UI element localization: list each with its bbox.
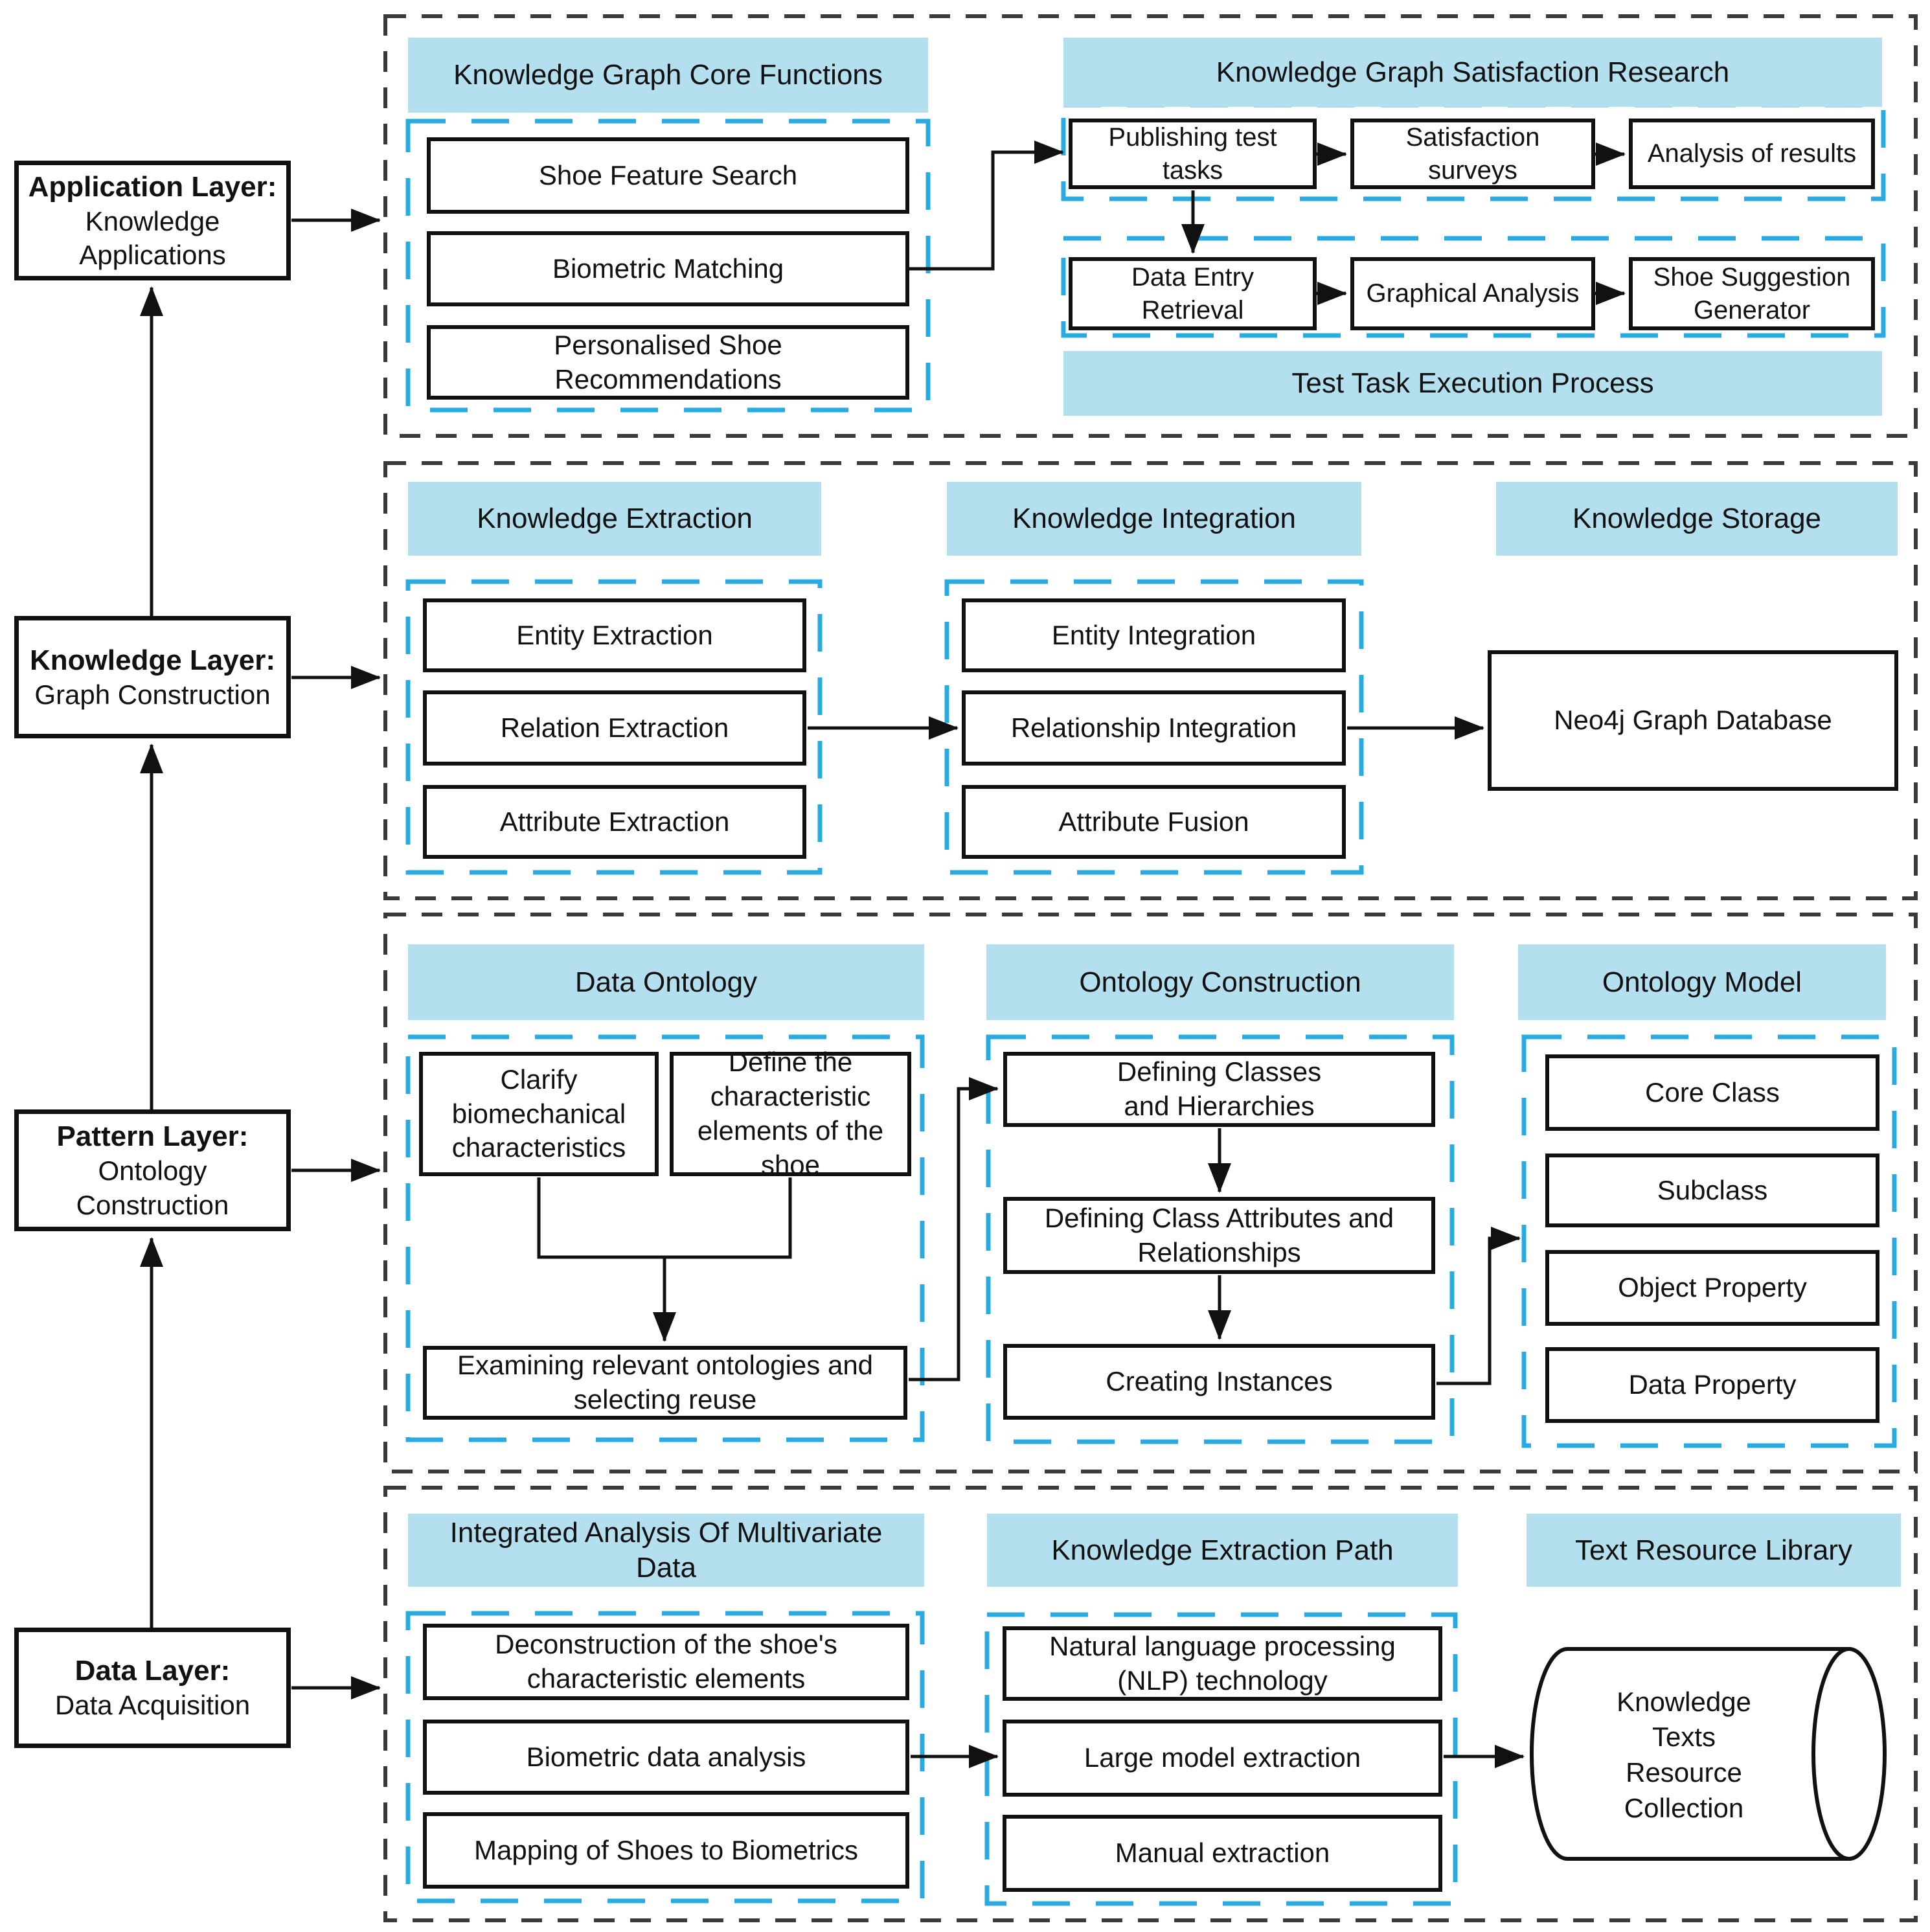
box-shoe-suggestion-generator: Shoe Suggestion Generator xyxy=(1629,257,1875,330)
data-layer-box xyxy=(14,1628,291,1748)
box-creating-instances: Creating Instances xyxy=(1003,1344,1435,1420)
header-ontology-model: Ontology Model xyxy=(1518,944,1886,1020)
header-knowledge-extraction: Knowledge Extraction xyxy=(408,482,821,556)
box-relation-extraction: Relation Extraction xyxy=(423,690,806,766)
header-data-ontology: Data Ontology xyxy=(408,944,924,1020)
box-mapping-shoes-biometrics: Mapping of Shoes to Biometrics xyxy=(423,1812,909,1889)
box-define-characteristic-elements: Define the characteristic elements of the shoe xyxy=(670,1052,911,1176)
header-knowledge-extraction-path: Knowledge Extraction Path xyxy=(987,1514,1458,1587)
box-publishing-test-tasks: Publishing test tasks xyxy=(1069,119,1317,189)
layer-subtitle: Graph Construction xyxy=(34,679,271,710)
header-ontology-construction: Ontology Construction xyxy=(986,944,1454,1020)
application-layer-box xyxy=(14,161,291,280)
box-clarify-biomechanical: Clarify biomechanical characteristics xyxy=(419,1052,659,1176)
cylinder-label: Knowledge Texts Resource Collection xyxy=(1617,1686,1751,1823)
box-shoe-feature-search: Shoe Feature Search xyxy=(427,137,909,214)
header-kg-core-functions: Knowledge Graph Core Functions xyxy=(408,38,928,113)
layer-title: Knowledge Layer: xyxy=(30,644,275,676)
box-defining-class-attributes: Defining Class Attributes and Relationships xyxy=(1003,1197,1435,1274)
layer-subtitle: Data Acquisition xyxy=(54,1690,251,1721)
box-analysis-of-results: Analysis of results xyxy=(1629,119,1875,189)
box-nlp-technology: Natural language processing (NLP) technology xyxy=(1003,1626,1442,1701)
box-core-class: Core Class xyxy=(1545,1054,1879,1131)
box-biometric-matching: Biometric Matching xyxy=(427,231,909,306)
box-attribute-fusion: Attribute Fusion xyxy=(962,785,1346,859)
box-entity-integration: Entity Integration xyxy=(962,598,1346,672)
layer-title: Pattern Layer: xyxy=(56,1120,249,1152)
header-knowledge-integration: Knowledge Integration xyxy=(947,482,1361,556)
knowledge-layer-box xyxy=(14,616,291,738)
pattern-layer-box xyxy=(14,1109,291,1231)
box-subclass: Subclass xyxy=(1545,1154,1879,1227)
layer-subtitle: Knowledge Applications xyxy=(79,205,226,270)
box-data-property: Data Property xyxy=(1545,1347,1879,1423)
header-test-task-execution: Test Task Execution Process xyxy=(1063,351,1882,416)
layer-subtitle: Ontology Construction xyxy=(76,1155,229,1220)
header-kg-satisfaction-research: Knowledge Graph Satisfaction Research xyxy=(1063,38,1882,107)
box-large-model-extraction: Large model extraction xyxy=(1003,1720,1442,1797)
layer-title: Data Layer: xyxy=(74,1655,231,1687)
box-graphical-analysis: Graphical Analysis xyxy=(1350,257,1595,330)
box-examining-ontologies: Examining relevant ontologies and selecting reuse xyxy=(423,1346,907,1420)
box-relationship-integration: Relationship Integration xyxy=(962,690,1346,766)
box-data-entry-retrieval: Data Entry Retrieval xyxy=(1069,257,1317,330)
box-personalised-recommendations: Personalised Shoe Recommendations xyxy=(427,325,909,400)
layer-title: Application Layer: xyxy=(28,170,277,203)
box-manual-extraction: Manual extraction xyxy=(1003,1815,1442,1892)
box-entity-extraction: Entity Extraction xyxy=(423,598,806,672)
box-neo4j-graph-database: Neo4j Graph Database xyxy=(1488,650,1898,791)
header-integrated-analysis: Integrated Analysis Of Multivariate Data xyxy=(408,1514,924,1587)
box-object-property: Object Property xyxy=(1545,1250,1879,1326)
header-text-resource-library: Text Resource Library xyxy=(1527,1514,1901,1587)
box-defining-classes-hierarchies: Defining Classes and Hierarchies xyxy=(1003,1052,1435,1127)
box-biometric-data-analysis: Biometric data analysis xyxy=(423,1720,909,1795)
box-attribute-extraction: Attribute Extraction xyxy=(423,785,806,859)
box-deconstruction-shoe-elements: Deconstruction of the shoe's characteristic elements xyxy=(423,1624,909,1700)
header-knowledge-storage: Knowledge Storage xyxy=(1496,482,1898,556)
box-satisfaction-surveys: Satisfaction surveys xyxy=(1350,119,1595,189)
